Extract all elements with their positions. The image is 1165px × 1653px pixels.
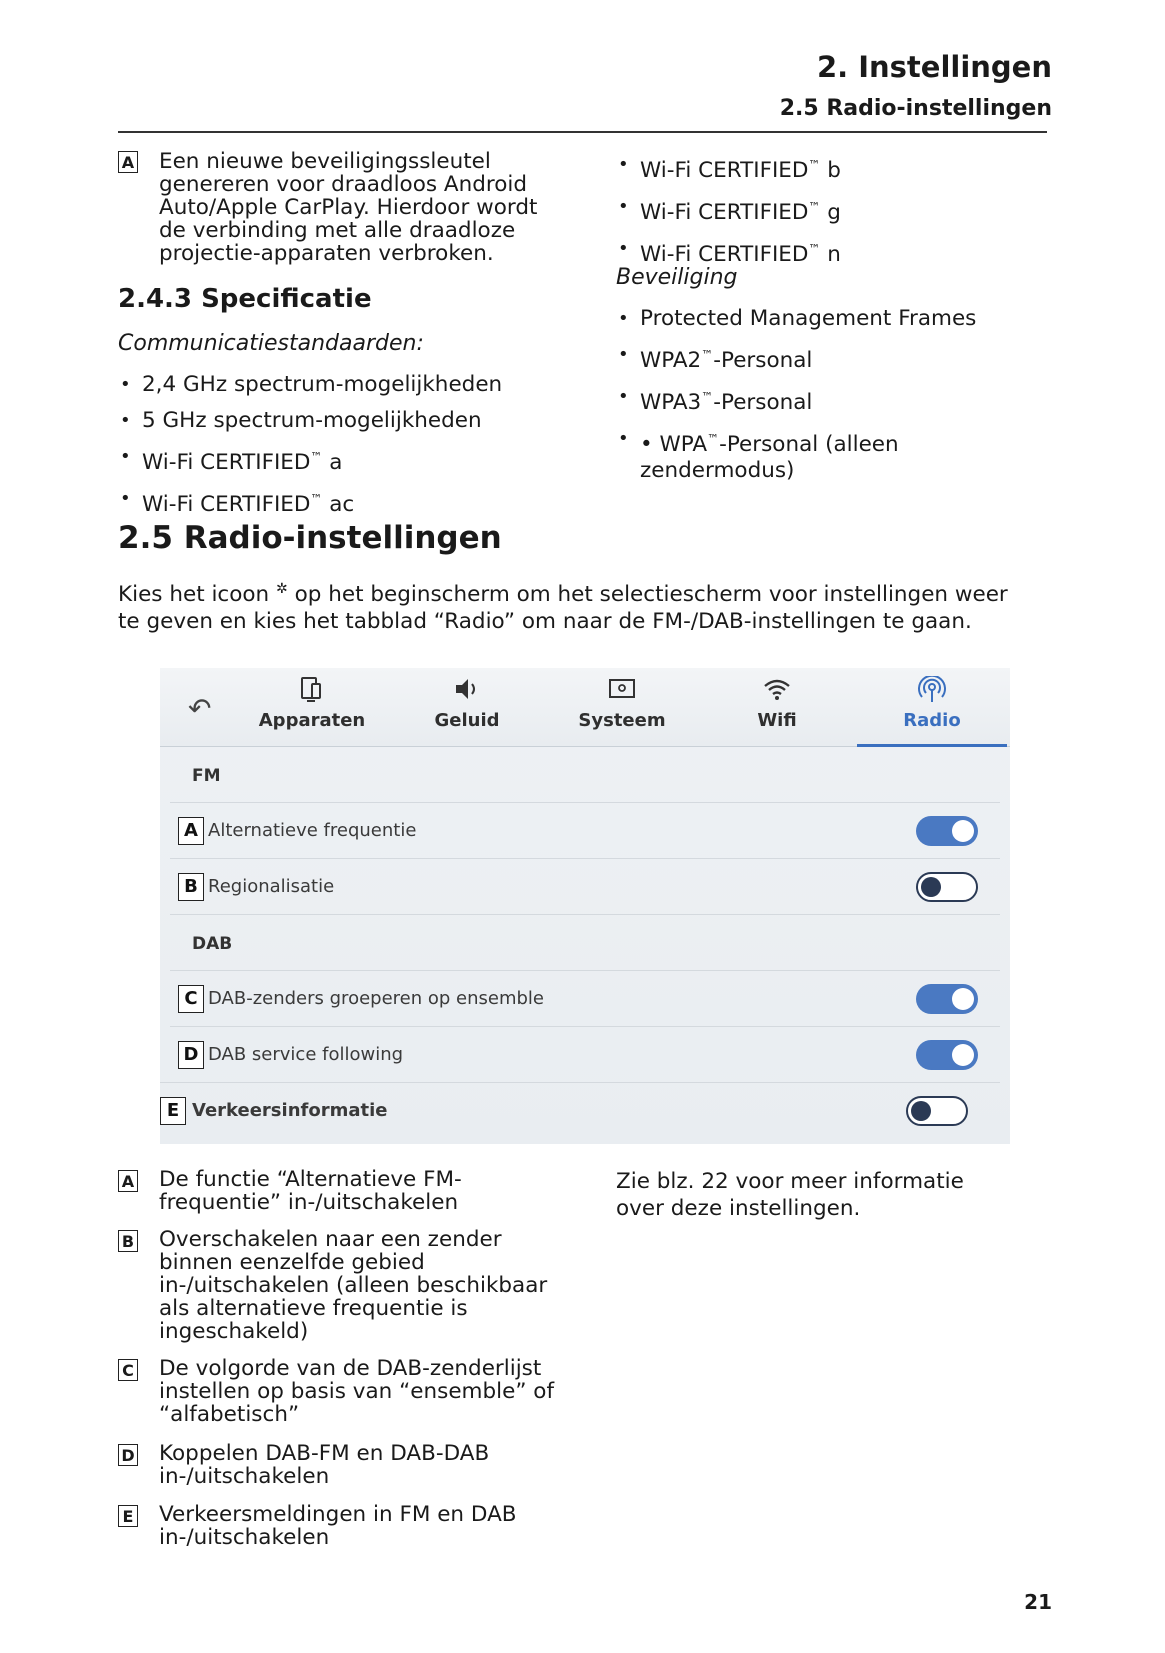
- toggle-dab-ensemble[interactable]: [916, 984, 978, 1014]
- active-tab-underline: [857, 744, 1007, 747]
- list-item: • 5 GHz spectrum-mogelijkheden: [118, 408, 538, 434]
- tab-systeem[interactable]: Systeem: [547, 668, 697, 746]
- list-item: • Wi-Fi CERTIFIED™ ac: [118, 486, 538, 518]
- row-alternatieve-frequentie: A Alternatieve frequentie: [170, 802, 1000, 857]
- wifi-icon: [702, 676, 852, 706]
- intro-text: Een nieuwe beveiligingssleutel genereren voor draadloos Android Auto/Apple CarPlay. Hierdoor wordt de verbinding met alle draadloze projectie-apparaten verbroken.: [159, 149, 538, 266]
- dab-section-label: DAB: [192, 934, 233, 954]
- security-list: [616, 306, 996, 494]
- tab-geluid[interactable]: Geluid: [392, 668, 542, 746]
- note-text: Zie blz. 22 voor meer informatie over deze instellingen.: [616, 1169, 964, 1221]
- toggle-alternatieve-frequentie[interactable]: [916, 816, 978, 846]
- toggle-verkeersinformatie[interactable]: [906, 1096, 968, 1126]
- list-item: • 2,4 GHz spectrum-mogelijkheden: [118, 372, 538, 398]
- devices-icon: [237, 676, 387, 706]
- row-verkeersinformatie: E Verkeersinformatie: [160, 1082, 1000, 1137]
- list-item: • WPA3™-Personal: [616, 384, 996, 416]
- desc-item-e: E Verkeersmeldingen in FM en DAB in-/uitschakelen: [118, 1503, 548, 1553]
- list-item: • Wi-Fi CERTIFIED™ b: [616, 152, 1036, 184]
- spec-heading: 2.4.3 Specificatie: [118, 284, 372, 314]
- system-icon: [547, 676, 697, 706]
- intro-label: A: [118, 151, 138, 173]
- comm-list: [118, 372, 538, 528]
- wifi-list: [616, 152, 1036, 278]
- radio-icon: [857, 676, 1007, 706]
- list-item: • • WPA™-Personal (alleen zendermodus): [616, 426, 996, 484]
- row-dab-service-following: D DAB service following: [170, 1026, 1000, 1081]
- list-item: • Protected Management Frames: [616, 306, 996, 332]
- page-number: 21: [1024, 1590, 1052, 1614]
- dab-section-row: [170, 914, 1000, 971]
- row-regionalisatie: B Regionalisatie: [170, 858, 1000, 913]
- toggle-dab-service-following[interactable]: [916, 1040, 978, 1070]
- header-rule: [118, 131, 1047, 133]
- comm-label: Communicatiestandaarden:: [118, 331, 424, 356]
- desc-item-a: A De functie “Alternatieve FM-frequentie” in-/uitschakelen: [118, 1168, 548, 1218]
- list-item: • WPA2™-Personal: [616, 342, 996, 374]
- speaker-icon: [392, 676, 542, 706]
- list-item: • Wi-Fi CERTIFIED™ a: [118, 444, 538, 476]
- radio-heading: 2.5 Radio-instellingen: [118, 520, 502, 556]
- tab-bar: [160, 668, 1010, 747]
- security-label: Beveiliging: [616, 265, 738, 290]
- radio-intro: Kies het icoon ✲ op het beginscherm om het selectiescherm voor instellingen weer te geven en kies het tabblad “Radio” om naar de FM-/DAB-instellingen te gaan.: [118, 581, 1008, 635]
- section-title: 2.5 Radio-instellingen: [779, 96, 1052, 121]
- tab-radio[interactable]: Radio: [857, 668, 1007, 746]
- settings-gear-icon: ✲: [276, 581, 288, 597]
- radio-settings-screen: [160, 668, 1010, 1144]
- desc-item-b: B Overschakelen naar een zender binnen eenzelfde gebied in-/uitschakelen (alleen beschikbaar als alternatieve frequentie is ingeschakeld): [118, 1228, 548, 1358]
- tab-wifi[interactable]: Wifi: [702, 668, 852, 746]
- desc-item-d: D Koppelen DAB-FM en DAB-DAB in-/uitschakelen: [118, 1442, 548, 1492]
- list-item: • Wi-Fi CERTIFIED™ n: [616, 236, 1036, 268]
- chapter-title: 2. Instellingen: [816, 50, 1052, 84]
- desc-item-c: C De volgorde van de DAB-zenderlijst instellen op basis van “ensemble” of “alfabetisch”: [118, 1357, 548, 1432]
- fm-section-label: FM: [192, 766, 221, 786]
- list-item: • Wi-Fi CERTIFIED™ g: [616, 194, 1036, 226]
- tab-apparaten[interactable]: Apparaten: [237, 668, 387, 746]
- toggle-regionalisatie[interactable]: [916, 872, 978, 902]
- back-icon[interactable]: ↶: [188, 692, 212, 725]
- row-dab-ensemble: C DAB-zenders groeperen op ensemble: [170, 970, 1000, 1025]
